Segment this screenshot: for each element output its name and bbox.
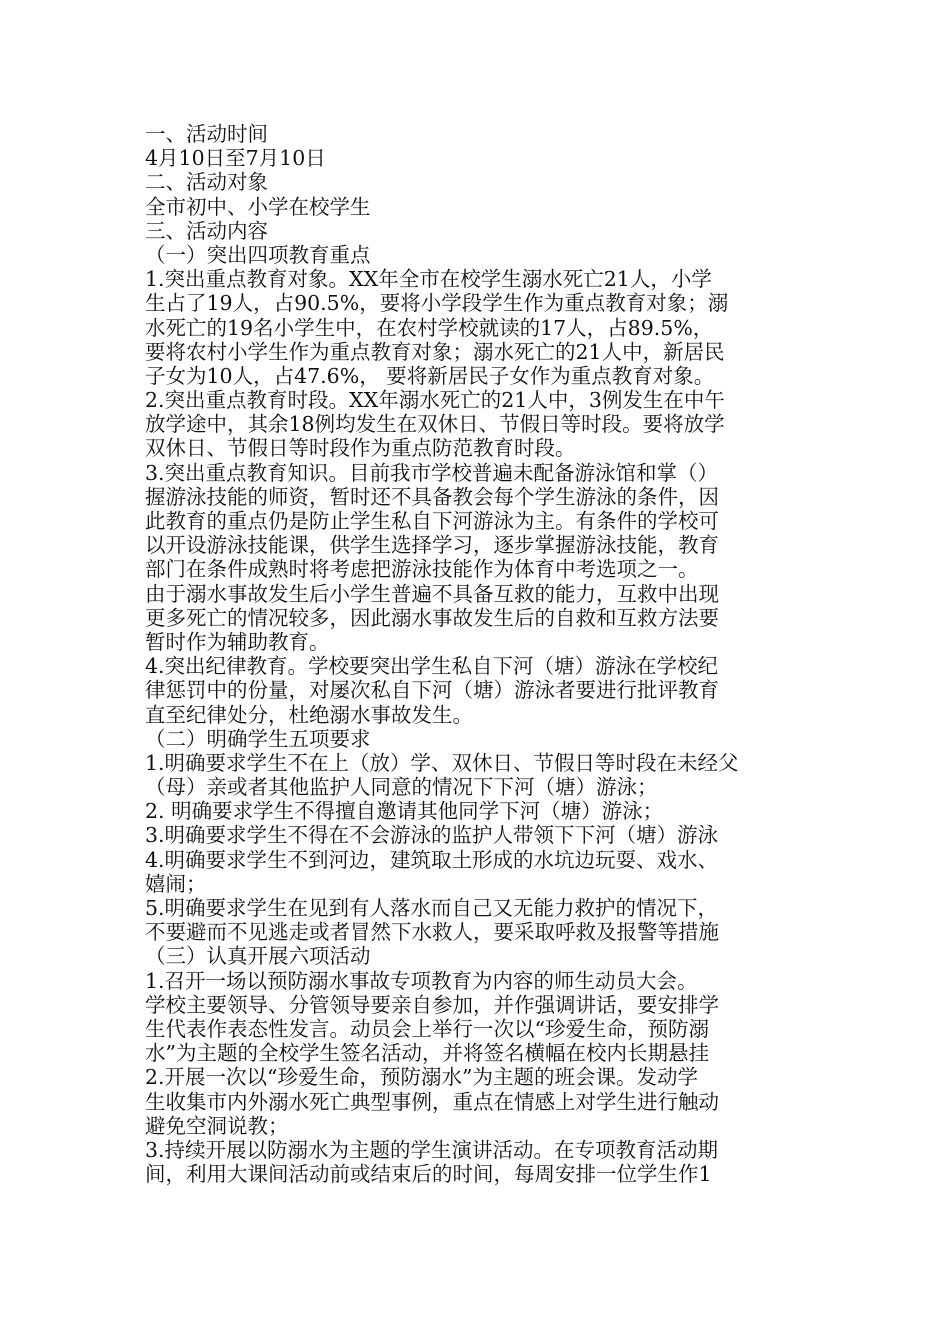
paragraph-line: 更多死亡的情况较多，因此溺水事故发生后的自救和互救方法要	[145, 605, 719, 630]
paragraph-line: 学校主要领导、分管领导要亲自参加，并作强调讲话，要安排学	[145, 992, 719, 1017]
paragraph-line: 间，利用大课间活动前或结束后的时间，每周安排一位学生作1	[145, 1162, 712, 1187]
heading-activity-target: 二、活动对象	[145, 170, 268, 195]
paragraph-line: 部门在条件成熟时将考虑把游泳技能作为体育中考选项之一。	[145, 557, 699, 582]
paragraph-line: 暂时作为辅助教育。	[145, 629, 330, 654]
activity-target-value: 全市初中、小学在校学生	[145, 194, 371, 219]
paragraph-line: 子女为10人，占47.6%， 要将新居民子女作为重点教育对象。	[145, 363, 715, 388]
paragraph-line: 2. 明确要求学生不得擅自邀请其他同学下河（塘）游泳；	[145, 799, 664, 824]
paragraph-line: 生占了19人，占90.5%，要将小学段学生作为重点教育对象；溺	[145, 291, 729, 316]
paragraph-line: 2.开展一次以“珍爱生命，预防溺水”为主题的班会课。发动学	[145, 1065, 699, 1090]
paragraph-line: 此教育的重点仍是防止学生私自下河游泳为主。有条件的学校可	[145, 509, 719, 533]
paragraph-line: 握游泳技能的师资，暂时还不具备教会每个学生游泳的条件，因	[145, 484, 719, 509]
paragraph-line: 3.明确要求学生不得在不会游泳的监护人带领下下河（塘）游泳	[145, 823, 719, 848]
paragraph-line: 1.明确要求学生不在上（放）学、双休日、节假日等时段在未经父	[145, 750, 739, 775]
page-bottom-margin	[0, 1304, 950, 1344]
heading-activity-content: 三、活动内容	[145, 218, 268, 243]
paragraph-line: 水死亡的19名小学生中，在农村学校就读的17人，占89.5%，	[145, 315, 714, 340]
paragraph-line: （母）亲或者其他监护人同意的情况下下河（塘）游泳；	[145, 775, 658, 800]
paragraph-line: 要将农村小学生作为重点教育对象；溺水死亡的21人中，新居民	[145, 339, 725, 364]
paragraph-line: 双休日、节假日等时段作为重点防范教育时段。	[145, 436, 576, 461]
paragraph-line: 5.明确要求学生在见到有人落水而自己又无能力救护的情况下，	[145, 896, 719, 920]
paragraph-line: 放学途中，其余18例均发生在双休日、节假日等时段。要将放学	[145, 412, 725, 437]
paragraph-line: 3.突出重点教育知识。目前我市学校普遍未配备游泳馆和掌（）	[145, 460, 719, 485]
paragraph-line: 以开设游泳技能课，供学生选择学习，逐步掌握游泳技能，教育	[145, 533, 719, 558]
paragraph-line: 嬉闹；	[145, 871, 207, 896]
paragraph-line: 避免空洞说教；	[145, 1113, 289, 1138]
paragraph-line: 律惩罚中的份量，对屡次私自下河（塘）游泳者要进行批评教育	[145, 678, 719, 703]
paragraph-line: 1.召开一场以预防溺水事故专项教育为内容的师生动员大会。	[145, 968, 698, 993]
paragraph-line: 1.突出重点教育对象。XX年全市在校学生溺水死亡21人，小学	[145, 267, 712, 292]
paragraph-line: 生收集市内外溺水死亡典型事例，重点在情感上对学生进行触动	[145, 1089, 719, 1114]
paragraph-line: 由于溺水事故发生后小学生普遍不具备互救的能力，互救中出现	[145, 581, 719, 606]
paragraph-line: 4.突出纪律教育。学校要突出学生私自下河（塘）游泳在学校纪	[145, 654, 719, 679]
paragraph-line: 水”为主题的全校学生签名活动，并将签名横幅在校内长期悬挂	[145, 1041, 709, 1066]
subheading-six-activities: （三）认真开展六项活动	[145, 944, 371, 969]
activity-time-value: 4月10日至7月10日	[145, 146, 326, 171]
document-body	[145, 122, 813, 1186]
paragraph-line: 不要避而不见逃走或者冒然下水救人，要采取呼救及报警等措施	[145, 920, 719, 945]
paragraph-line: 4.明确要求学生不到河边，建筑取土形成的水坑边玩耍、戏水、	[145, 847, 719, 872]
paragraph-line: 生代表作表态性发言。动员会上举行一次以“珍爱生命，预防溺	[145, 1016, 709, 1041]
heading-activity-time: 一、活动时间	[145, 122, 268, 146]
subheading-four-priorities: （一）突出四项教育重点	[145, 242, 371, 267]
paragraph-line: 直至纪律处分，杜绝溺水事故发生。	[145, 702, 473, 727]
subheading-five-requirements: （二）明确学生五项要求	[145, 726, 371, 751]
paragraph-line: 3.持续开展以防溺水为主题的学生演讲活动。在专项教育活动期	[145, 1137, 719, 1162]
paragraph-line: 2.突出重点教育时段。XX年溺水死亡的21人中，3例发生在中午	[145, 388, 725, 413]
